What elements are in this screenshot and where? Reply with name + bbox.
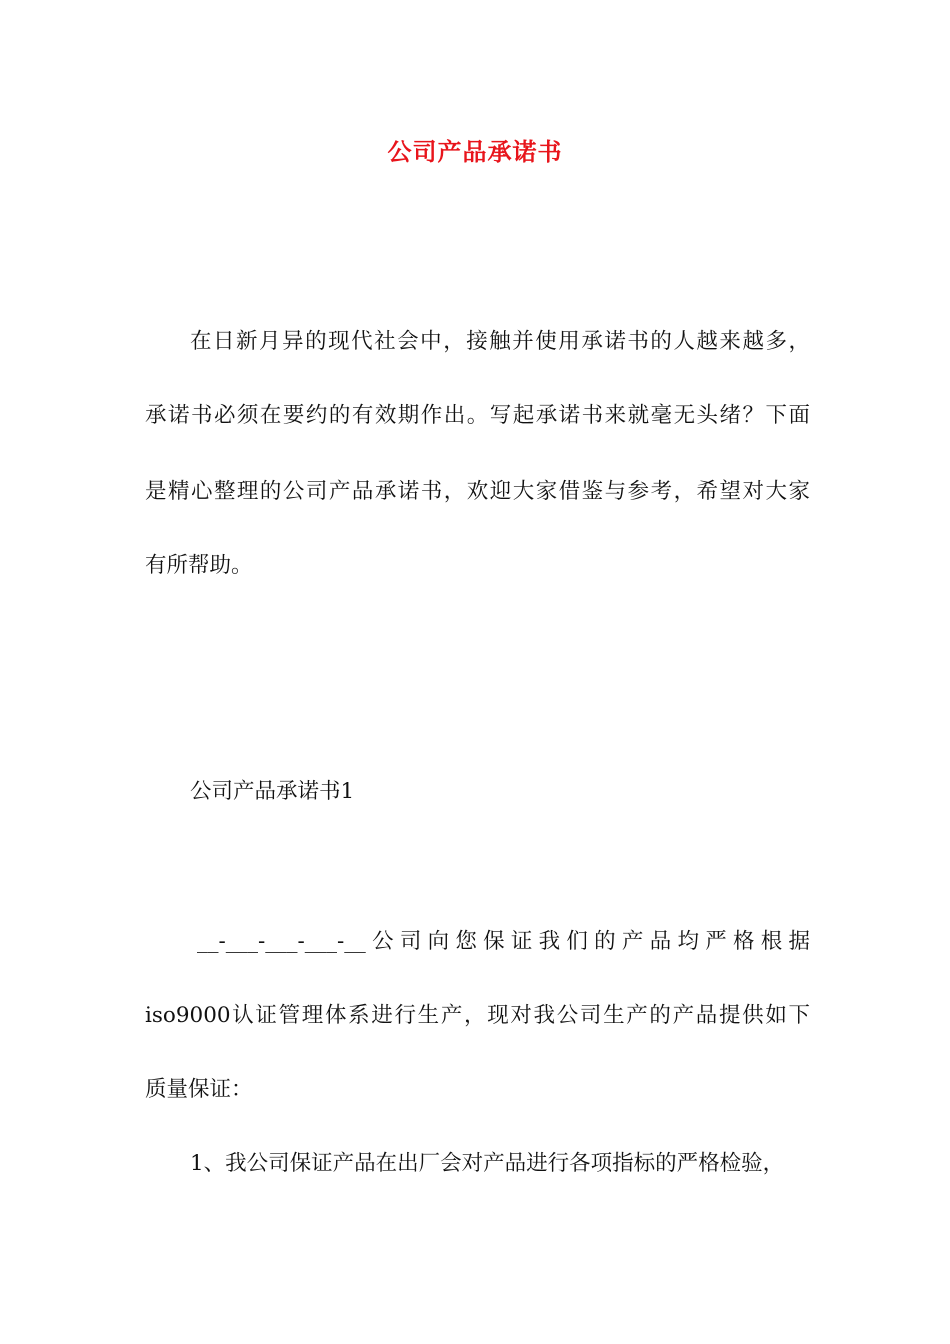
intro-line-3: 是精心整理的公司产品承诺书，欢迎大家借鉴与参考，希望对大家 xyxy=(145,479,810,504)
body-line-2: iso9000认证管理体系进行生产，现对我公司生产的产品提供如下 xyxy=(145,1003,810,1028)
body-line-3: 质量保证： xyxy=(145,1077,253,1102)
document-title: 公司产品承诺书 xyxy=(387,138,563,166)
body-line-4: 1、我公司保证产品在出厂会对产品进行各项指标的严格检验， xyxy=(190,1151,785,1176)
intro-line-1: 在日新月异的现代社会中，接触并使用承诺书的人越来越多， xyxy=(190,329,810,354)
body-line-1: __-___-___-___-__公司向您保证我们的产品均严格根据 xyxy=(197,929,810,954)
intro-line-4: 有所帮助。 xyxy=(145,553,253,578)
intro-line-2: 承诺书必须在要约的有效期作出。写起承诺书来就毫无头绪？下面 xyxy=(145,403,810,428)
section-heading: 公司产品承诺书1 xyxy=(190,779,355,804)
